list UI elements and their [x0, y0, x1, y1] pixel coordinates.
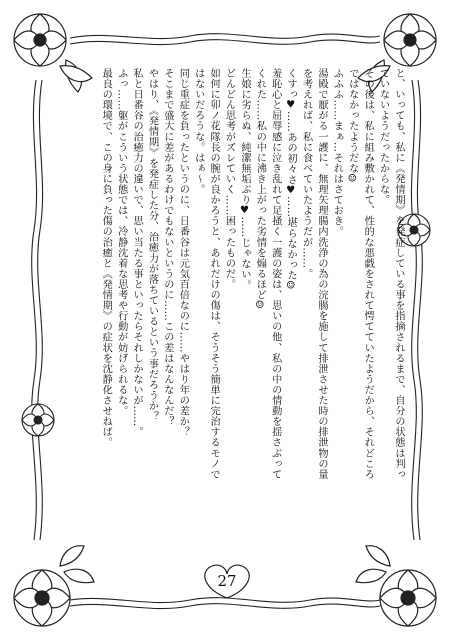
page-number: 27 [217, 572, 237, 590]
text-line: 生娘に劣らぬ、純潔無垢ぶり♥……じゃない。 [238, 68, 250, 291]
text-line: ではなかったようだな☺ [346, 68, 358, 185]
text-line: 同じ重症を負ったというのに、日番谷は元気百倍なのに……やはり年の差か？ [177, 68, 189, 438]
text-line: くれた……私の中に沸き上がった劣情を煽るほど☺ [254, 68, 266, 312]
bottom-border-line [70, 598, 380, 603]
text-line: 羞恥心と屈辱感に泣き乱れて足掻く一護の姿は、思いの他、私の中の情動を揺さぶって [269, 68, 281, 480]
text-line: 湯殿で厭がる一護に、無理矢理腸内洗浄の為の浣腸を施して排泄させた時の排泄物の量 [315, 68, 327, 480]
text-line: ていないようだったからな。 [377, 68, 389, 206]
text-line: どんどん思考がズレていく……困ったものだ。 [223, 68, 235, 290]
text-line: ふっ……躯がこういう状態では、冷静沈着な思考や行動が妨げられるな。 [115, 68, 127, 417]
text-line: 最良の環境で、この身に負った傷の治癒と《発情期》の症状を沈静化させねば。 [100, 68, 112, 448]
top-border-line [70, 34, 380, 39]
text-line: そこまで盛大に差があるわけでもないというのに……この差はなんなんだ？ [161, 68, 173, 427]
text-line: ふふふ……まぁ…それはさておき。 [331, 68, 343, 237]
text-line: その後は、私に組み敷かれて、性的な悪戯をされて愕てていたようだから、それどころ [362, 68, 374, 480]
body-text [58, 68, 406, 578]
right-border-line [417, 80, 422, 540]
text-line: やはり、《発情期》を発症した分、治癒力が落ちているという事だろうか？ [146, 68, 158, 422]
text-line: を考えれば、私に食べていたようだが……。 [300, 68, 312, 279]
text-line: 如何に卯ノ花隊長の腕が良かろうと、あれだけの傷は、そうそう簡単に完治するモノで [208, 68, 220, 480]
text-line: 私と日番谷の治癒力の違いで、思い当たる事といったらそれしかないが……。 [131, 68, 143, 438]
flower-left-middle [22, 404, 54, 436]
left-border-line [32, 80, 37, 540]
text-line: はないだろうな。はぁ～。 [192, 68, 204, 195]
text-line: と、いっても、私に《発情期》を発症している事を指摘されるまで、自分の状態は判っ [393, 68, 404, 480]
text-line: くすっ♥……あの初々さ♥……堪らなかった☺ [285, 68, 297, 292]
